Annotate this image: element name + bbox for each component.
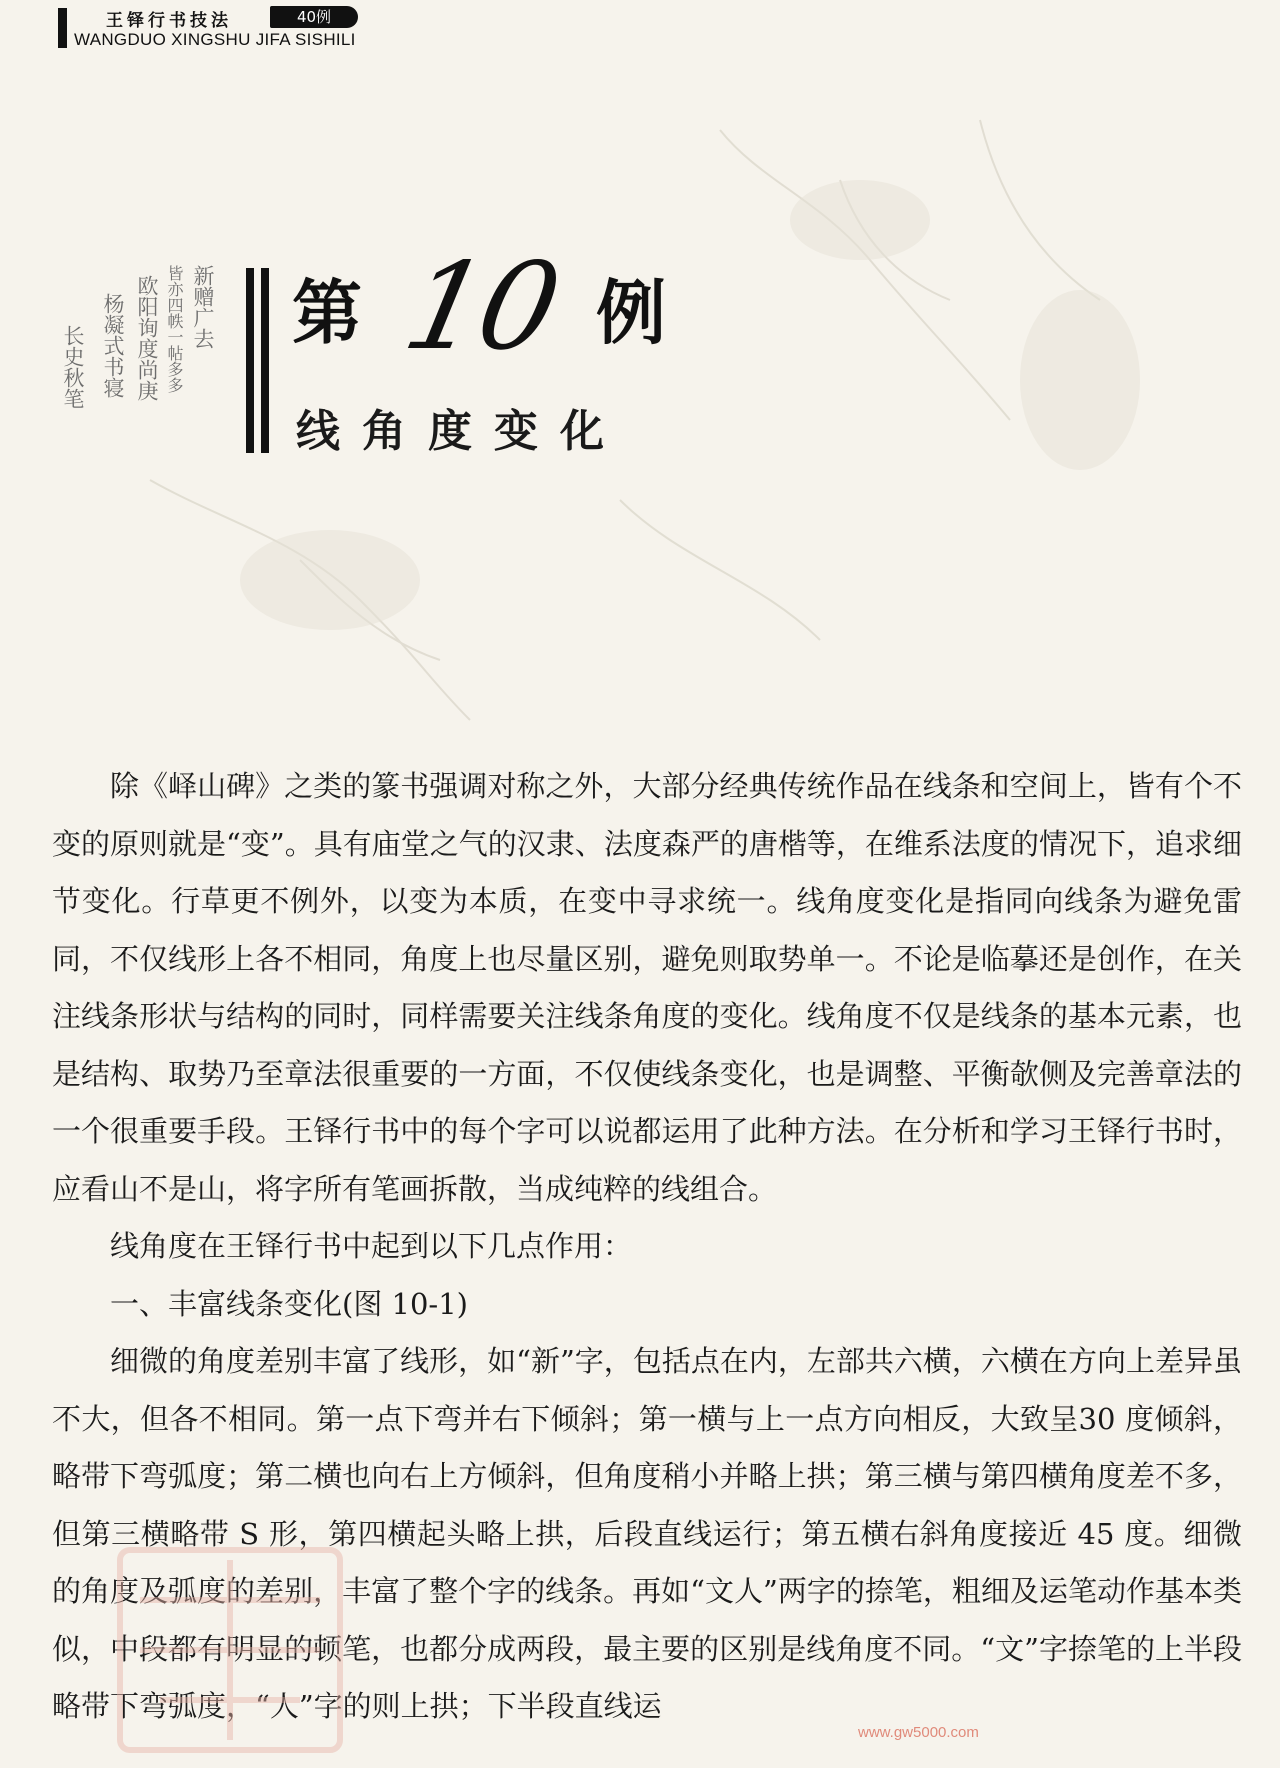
header-badge: 40例	[270, 6, 358, 28]
paragraph: 除《峄山碑》之类的篆书强调对称之外，大部分经典传统作品在线条和空间上，皆有个不变的原则就是“变”。具有庙堂之气的汉隶、法度森严的唐楷等，在维系法度的情况下，追求细节变化。行草更不例外，以变为本质，在变中寻求统一。线角度变化是指同向线条为避免雷同，不仅线形上各不相同，角度上也尽量区别，避免则取势单一。不论是临摹还是创作，在关注线条形状与结构的同时，同样需要关注线条角度的变化。线角度不仅是线条的基本元素，也是结构、取势乃至章法很重要的一方面，不仅使线条变化，也是调整、平衡欹侧及完善章法的一个很重要手段。王铎行书中的每个字可以说都运用了此种方法。在分析和学习王铎行书时，应看山不是山，将字所有笔画拆散，当成纯粹的线组合。	[52, 769, 1242, 1206]
chapter-suffix: 例	[596, 271, 666, 354]
inscription-column: 长史秋笔	[61, 325, 85, 409]
calligraphy-inscription	[56, 265, 216, 455]
chapter-subtitle: 线角度变化	[296, 406, 626, 457]
inscription-column: 新赠广去	[191, 265, 215, 349]
header-romanized-title: WANGDUO XINGSHU JIFA SISHILI	[74, 30, 356, 49]
header-title: 王铎行书技法	[106, 11, 232, 31]
chapter-bar	[261, 268, 269, 453]
paragraph: 线角度在王铎行书中起到以下几点作用：	[110, 1229, 633, 1263]
chapter-prefix: 第	[292, 271, 362, 354]
inscription-column: 杨凝式书寝	[101, 293, 125, 398]
header-bar	[58, 8, 67, 48]
chapter-bar	[246, 268, 254, 453]
watermark: www.gw5000.com	[858, 1724, 979, 1741]
body-text	[52, 758, 1242, 1736]
section-heading: 一、丰富线条变化(图 10-1)	[110, 1286, 468, 1321]
inscription-column: 欧阳询度尚庚	[135, 275, 159, 401]
chapter-number: 10	[393, 238, 568, 377]
paragraph: 细微的角度差别丰富了线形，如“新”字，包括点在内，左部共六横，六横在方向上差异虽不大，但各不相同。第一点下弯并右下倾斜；第一横与上一点方向相反，大致呈30 度倾斜，略带下弯弧度；第二横也向右上方倾斜，但角度稍小并略上拱；第三横与第四横角度差不多，但第三横略带 S 形，第四横起头略上拱，后段直线运行；第五横右斜角度接近 45 度。细微的角度及弧度的差别，丰富了整个字的线条。再如“文人”两字的捺笔，粗细及运笔动作基本类似，中段都有明显的顿笔，也都分成两段，最主要的区别是线角度不同。“文”字捺笔的上半段略带下弯弧度，“人”字的则上拱；下半段直线运	[52, 1344, 1242, 1723]
inscription-column: 皆亦四帙一帖多多	[165, 265, 184, 393]
